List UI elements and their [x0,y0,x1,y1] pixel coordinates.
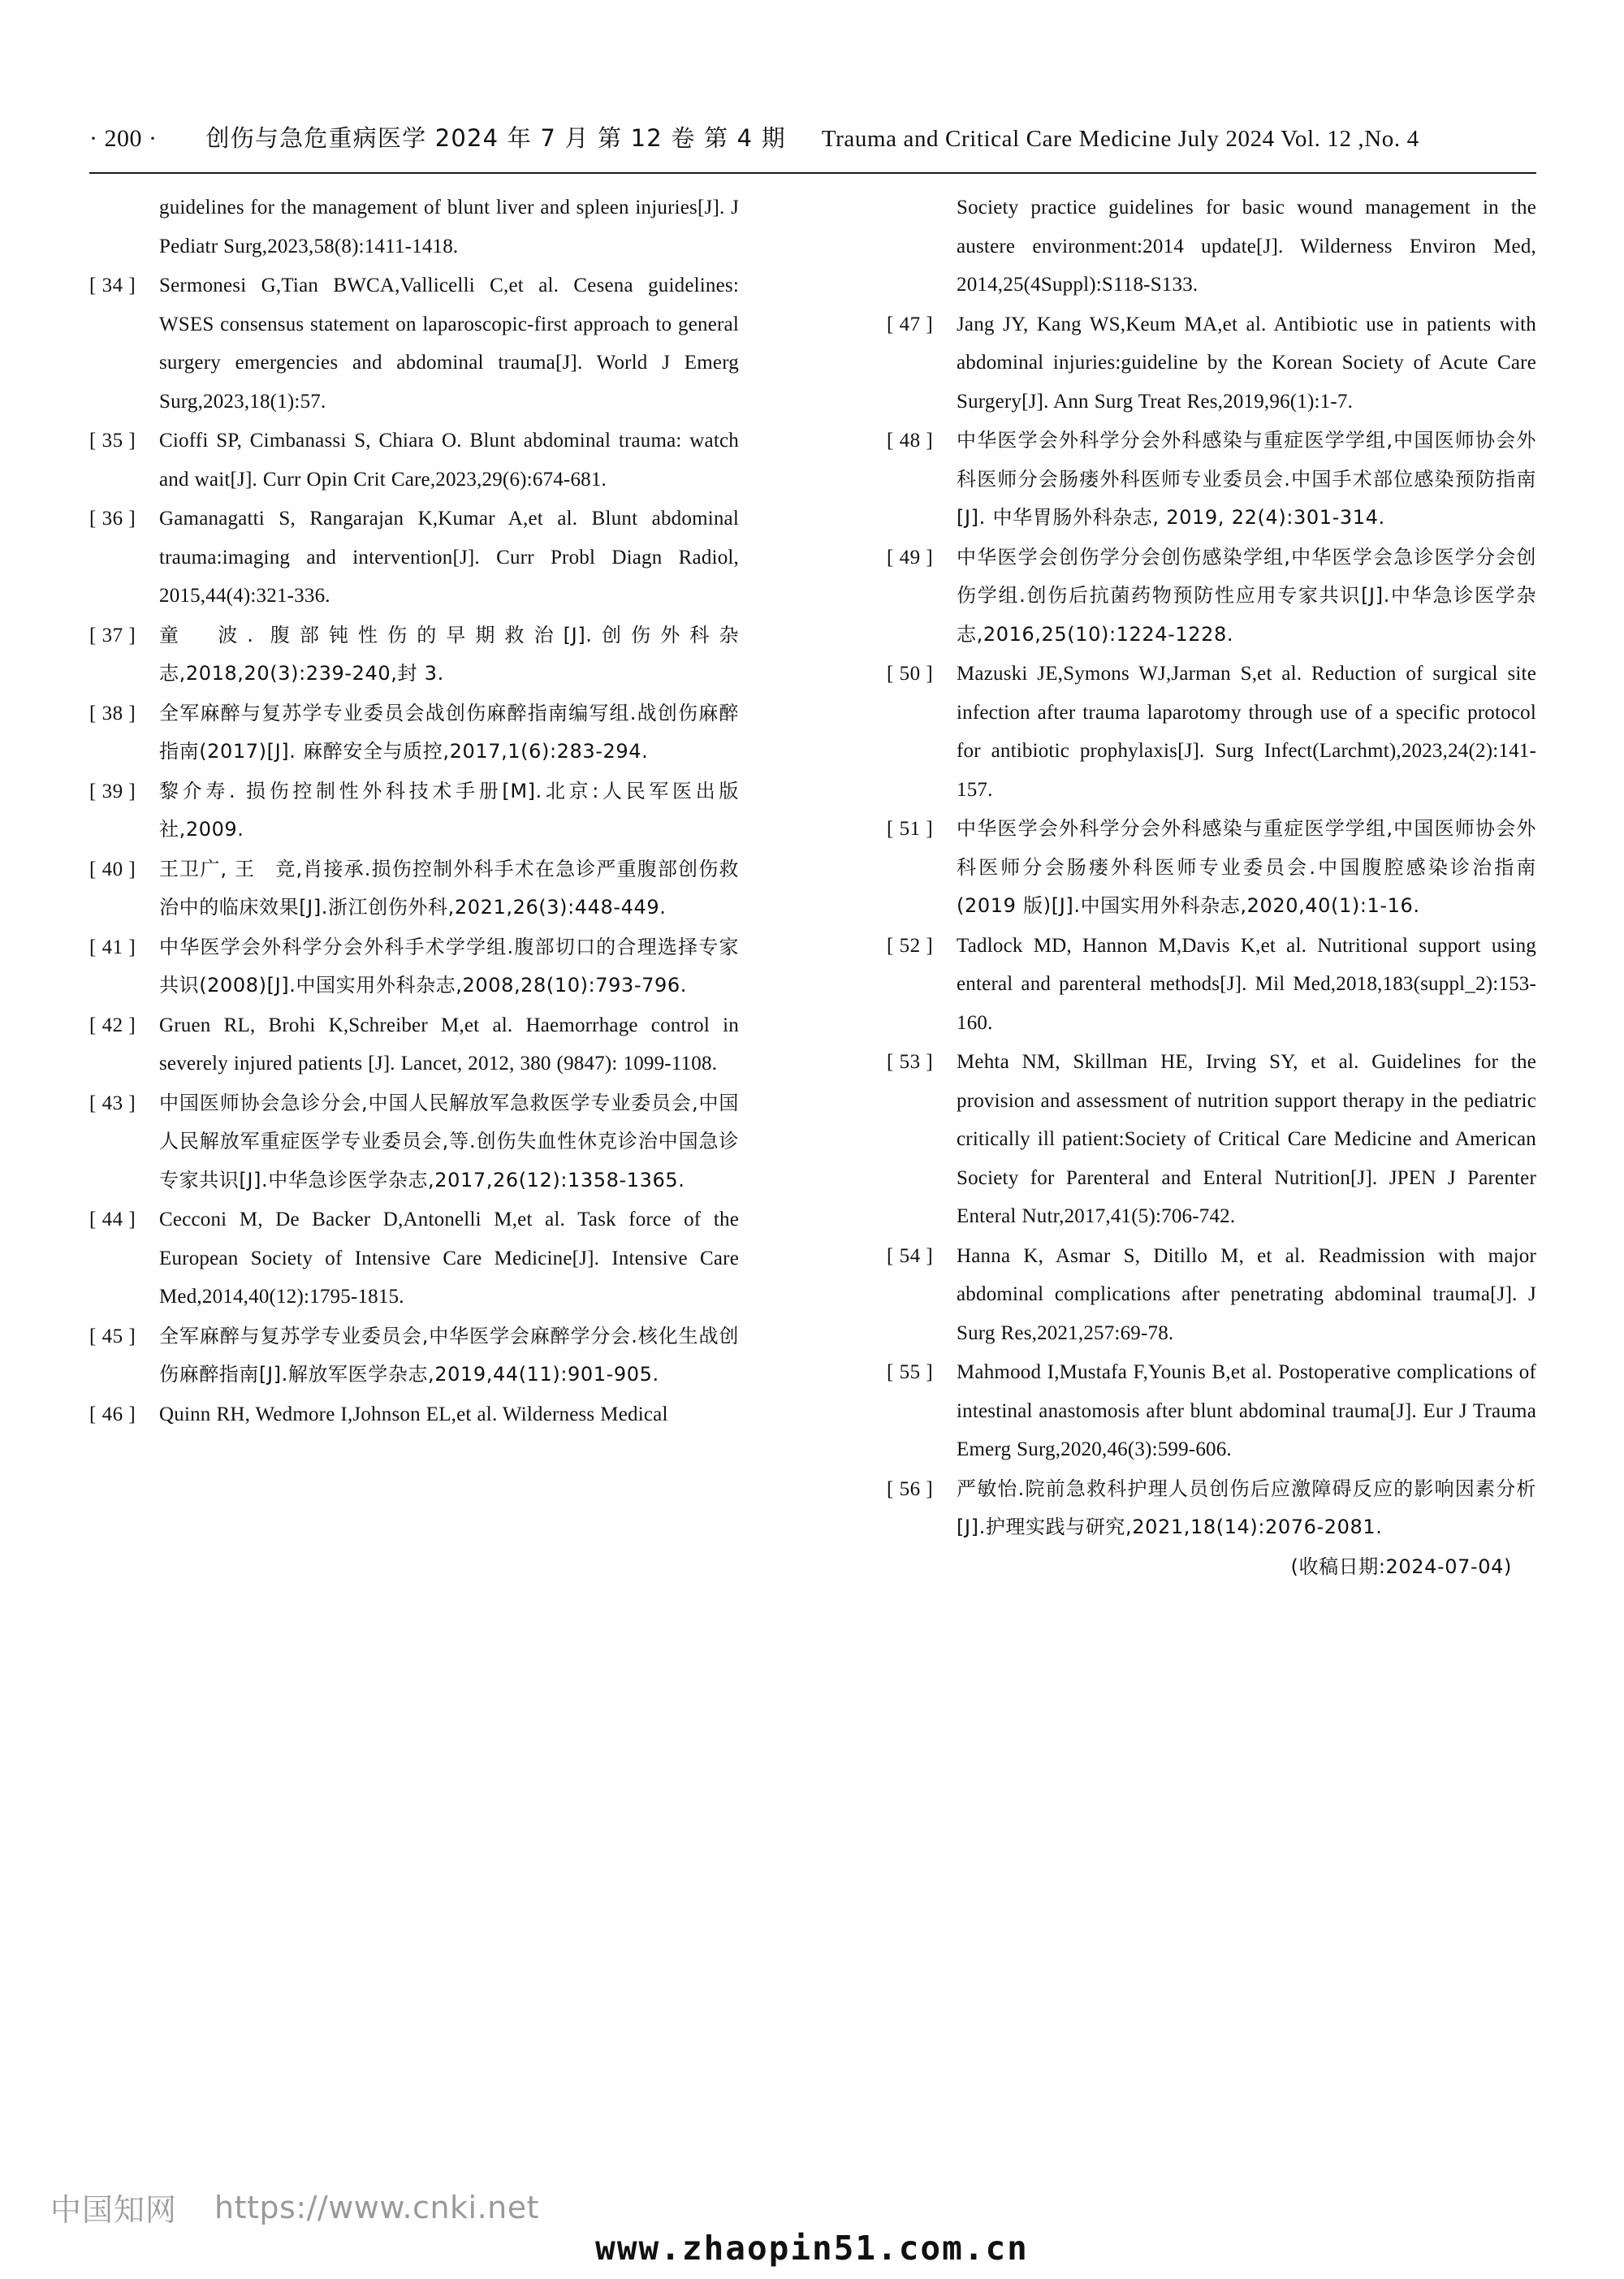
journal-title-zh: 创伤与急危重病医学 2024 年 7 月 第 12 卷 第 4 期 [205,124,786,152]
reference-item [89,772,739,850]
reference-text: 全军麻醉与复苏学专业委员会战创伤麻醉指南编写组.战创伤麻醉指南(2017)[J]. 麻醉安全与质控,2017,1(6):283-294. [159,701,739,763]
reference-number: [ 43 ] [89,1092,136,1114]
reference-text: Jang JY, Kang WS,Keum MA,et al. Antibiotic use in patients with abdominal injuries:guideline by the Korean Society of Acute Care Surgery[J]. Ann Surg Treat Res,2019,96(1):1-7. [957,313,1536,413]
page-folio: · 200 · [89,125,158,152]
reference-text: Society practice guidelines for basic wound management in the austere environment:2014 update[J]. Wilderness Environ Med, 2014,25(4Suppl):S118-S133. [957,197,1536,296]
reference-text: guidelines for the management of blunt liver and spleen injuries[J]. J Pediatr Surg,2023,58(8):1411-1418. [159,197,739,257]
reference-number: [ 45 ] [89,1325,136,1347]
reference-number: [ 39 ] [89,780,136,802]
reference-item [887,1470,1536,1547]
reference-item [89,928,739,1005]
reference-text: Mehta NM, Skillman HE, Irving SY, et al. Guidelines for the provision and assessment of nutrition support therapy in the pediatric critically ill patient:Society of Critical Care Medicine and American Society for Parenteral and Enteral Nutrition[J]. JPEN J Parenter Enteral Nutr,2017,41(5):706-742. [957,1051,1536,1227]
reference-item [89,1200,739,1317]
reference-number: [ 47 ] [887,313,934,335]
reference-item [887,1043,1536,1236]
journal-title-en: Trauma and Critical Care Medicine July 2024 Vol. 12 ,No. 4 [821,126,1419,152]
reference-text: Cioffi SP, Cimbanassi S, Chiara O. Blunt abdominal trauma: watch and wait[J]. Curr Opin Crit Care,2023,29(6):674-681. [159,430,739,491]
cnki-logo: 中国知网 [50,2192,178,2228]
reference-text: Mazuski JE,Symons WJ,Jarman S,et al. Reduction of surgical site infection after trauma laparotomy through use of a specific protocol for antibiotic prophylaxis[J]. Surg Infect(Larchmt),2023,24(2):141-157. [957,663,1536,801]
received-date: (收稿日期:2024-07-04) [1290,1555,1512,1578]
reference-number: [ 46 ] [89,1403,136,1425]
cnki-watermark [50,2185,539,2229]
reference-text: 中华医学会创伤学分会创伤感染学组,中华医学会急诊医学分会创伤学组.创伤后抗菌药物预防性应用专家共识[J].中华急诊医学杂志,2016,25(10):1224-1228. [957,545,1536,646]
cnki-url: https://www.cnki.net [214,2189,540,2225]
reference-text: 中华医学会外科学分会外科感染与重症医学学组,中国医师协会外科医师分会肠瘘外科医师专业委员会.中国手术部位感染预防指南[J]. 中华胃肠外科杂志, 2019, 22(4):301-314. [957,429,1536,529]
reference-item [89,1084,739,1200]
reference-text: 全军麻醉与复苏学专业委员会,中华医学会麻醉学分会.核化生战创伤麻醉指南[J].解放军医学杂志,2019,44(11):901-905. [159,1324,739,1386]
reference-number: [ 35 ] [89,430,136,452]
left-column [89,188,739,1586]
reference-text: 严敏怡.院前急救科护理人员创伤后应激障碍反应的影响因素分析[J].护理实践与研究,2021,18(14):2076-2081. [957,1477,1536,1538]
zhaopin-watermark: www.zhaopin51.com.cn [595,2229,1029,2268]
reference-number: [ 37 ] [89,624,136,647]
reference-text: 王卫广, 王 竞,肖接承.损伤控制外科手术在急诊严重腹部创伤救治中的临床效果[J].浙江创伤外科,2021,26(3):448-449. [159,857,739,919]
reference-text: 中华医学会外科学分会外科手术学学组.腹部切口的合理选择专家共识(2008)[J].中国实用外科杂志,2008,28(10):793-796. [159,935,739,997]
reference-number: [ 51 ] [887,818,934,840]
reference-text: Tadlock MD, Hannon M,Davis K,et al. Nutritional support using enteral and parenteral methods[J]. Mil Med,2018,183(suppl_2):153-160. [957,934,1536,1034]
right-column [887,188,1536,1586]
reference-number: [ 44 ] [89,1209,136,1230]
reference-number: [ 42 ] [89,1014,136,1036]
reference-text: Quinn RH, Wedmore I,Johnson EL,et al. Wilderness Medical [159,1403,668,1425]
reference-item [887,538,1536,655]
reference-text: Gamanagatti S, Rangarajan K,Kumar A,et al. Blunt abdominal trauma:imaging and intervention[J]. Curr Probl Diagn Radiol, 2015,44(4):321-336. [159,508,739,607]
reference-item [89,694,739,772]
reference-number: [ 54 ] [887,1244,934,1267]
reference-number: [ 40 ] [89,858,136,880]
reference-item [89,499,739,616]
reference-item [887,655,1536,809]
reference-text: Mahmood I,Mustafa F,Younis B,et al. Postoperative complications of intestinal anastomosis after blunt abdominal trauma[J]. Eur J Trauma Emerg Surg,2020,46(3):599-606. [957,1361,1536,1460]
reference-number: [ 50 ] [887,663,934,685]
reference-item [89,1395,739,1434]
reference-continuation [89,188,739,266]
reference-number: [ 52 ] [887,934,934,957]
reference-number: [ 49 ] [887,546,934,569]
running-head [89,120,1535,158]
reference-number: [ 41 ] [89,936,136,958]
reference-number: [ 48 ] [887,430,934,452]
reference-number: [ 55 ] [887,1361,934,1383]
reference-item [89,422,739,499]
reference-columns [89,188,1536,1586]
header-divider [89,172,1536,174]
reference-item [89,1006,739,1083]
reference-item [887,422,1536,538]
reference-item [887,810,1536,926]
reference-item [887,305,1536,422]
reference-text: Sermonesi G,Tian BWCA,Vallicelli C,et al. Cesena guidelines: WSES consensus statement on laparoscopic-first approach to general surgery emergencies and abdominal trauma[J]. World J Emerg Surg,2023,18(1):57. [159,275,739,413]
reference-text: 中华医学会外科学分会外科感染与重症医学学组,中国医师协会外科医师分会肠瘘外科医师专业委员会.中国腹腔感染诊治指南(2019 版)[J].中国实用外科杂志,2020,40(1):1-16. [957,817,1536,917]
reference-item [89,850,739,928]
reference-continuation [887,188,1536,305]
reference-item [89,1317,739,1395]
reference-text: Gruen RL, Brohi K,Schreiber M,et al. Haemorrhage control in severely injured patients [J]. Lancet, 2012, 380 (9847): 1099-1108. [159,1014,739,1075]
reference-item [887,1237,1536,1353]
reference-item [887,927,1536,1043]
reference-text: 黎介寿. 损伤控制性外科技术手册[M].北京:人民军医出版社,2009. [159,779,739,841]
reference-item [887,1353,1536,1469]
reference-text: Hanna K, Asmar S, Ditillo M, et al. Readmission with major abdominal complications after penetrating abdominal trauma[J]. J Surg Res,2021,257:69-78. [957,1244,1536,1344]
reference-number: [ 34 ] [89,275,136,296]
reference-text: 中国医师协会急诊分会,中国人民解放军急救医学专业委员会,中国人民解放军重症医学专业委员会,等.创伤失血性休克诊治中国急诊专家共识[J].中华急诊医学杂志,2017,26(12):1358-1365. [159,1091,739,1191]
reference-item [89,616,739,694]
reference-number: [ 56 ] [887,1477,934,1500]
reference-number: [ 53 ] [887,1051,934,1073]
reference-text: 童 波. 腹部钝性伤的早期救治[J].创伤外科杂志,2018,20(3):239-240,封 3. [159,623,739,685]
reference-item [89,266,739,421]
reference-number: [ 36 ] [89,508,136,530]
reference-text: Cecconi M, De Backer D,Antonelli M,et al. Task force of the European Society of Intensive Care Medicine[J]. Intensive Care Med,2014,40(12):1795-1815. [159,1209,739,1308]
reference-number: [ 38 ] [89,702,136,724]
